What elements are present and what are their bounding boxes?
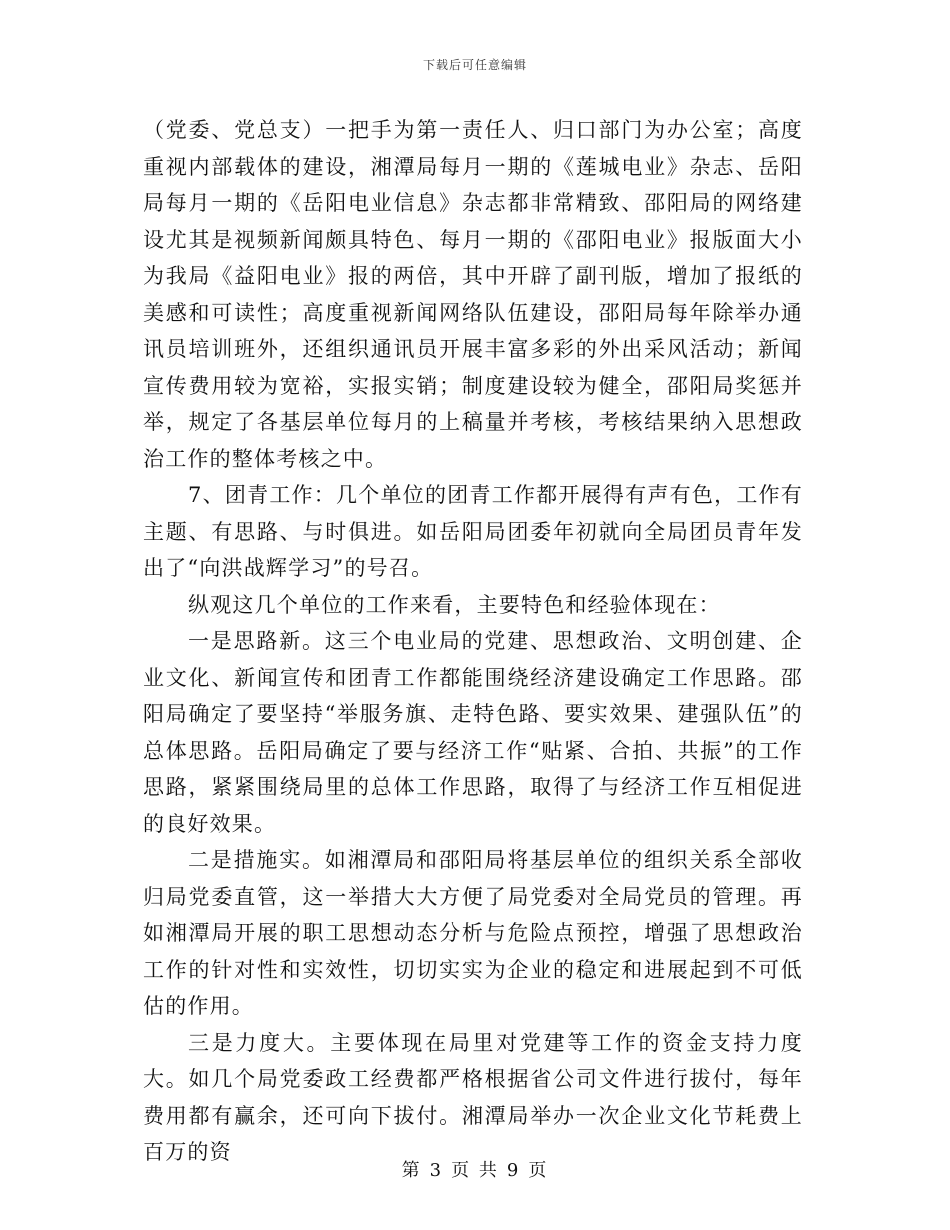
footer-prefix: 第: [401, 1160, 422, 1181]
document-body: [143, 112, 803, 1171]
header-text: 下载后可任意编辑: [422, 58, 527, 72]
paragraph: （党委、党总支）一把手为第一责任人、归口部门为办公室；高度重视内部载体的建设，湘潭局每月一期的《莲城电业》杂志、岳阳局每月一期的《岳阳电业信息》杂志都非常精致、邵阳局的网络建设尤其是视频新闻颇具特色、每月一期的《邵阳电业》报版面大小为我局《益阳电业》报的两倍，其中开辟了副刊版，增加了报纸的美感和可读性；高度重视新闻网络队伍建设，邵阳局每年除举办通讯员培训班外，还组织通讯员开展丰富多彩的外出采风活动；新闻宣传费用较为宽裕，实报实销；制度建设较为健全，邵阳局奖惩并举，规定了各基层单位每月的上稿量并考核，考核结果纳入思想政治工作的整体考核之中。: [143, 118, 803, 471]
current-page-number: 3: [429, 1160, 444, 1181]
page-footer: [0, 1156, 950, 1182]
paragraph: 7、团青工作：几个单位的团青工作都开展得有声有色，工作有主题、有思路、与时俱进。如岳阳局团委年初就向全局团员青年发出了“向洪战辉学习”的号召。: [143, 483, 803, 580]
paragraph: 一是思路新。这三个电业局的党建、思想政治、文明创建、企业文化、新闻宣传和团青工作都能围绕经济建设确定工作思路。邵阳局确定了要坚持“举服务旗、走特色路、要实效果、建强队伍”的总体思路。岳阳局确定了要与经济工作“贴紧、合拍、共振”的工作思路，紧紧围绕局里的总体工作思路，取得了与经济工作互相促进的良好效果。: [143, 629, 803, 836]
footer-middle: 页 共: [451, 1160, 499, 1181]
total-page-count: 9: [506, 1160, 521, 1181]
paragraph: 三是力度大。主要体现在局里对党建等工作的资金支持力度大。如几个局党委政工经费都严格根据省公司文件进行拔付，每年费用都有赢余，还可向下拔付。湘潭局举办一次企业文化节耗费上百万的资: [143, 1030, 803, 1164]
paragraph: 二是措施实。如湘潭局和邵阳局将基层单位的组织关系全部收归局党委直管，这一举措大大方便了局党委对全局党员的管理。再如湘潭局开展的职工思想动态分析与危险点预控，增强了思想政治工作的针对性和实效性，切切实实为企业的稳定和进展起到不可低估的作用。: [143, 848, 803, 1018]
page-header: [0, 56, 950, 73]
paragraph: 纵观这几个单位的工作来看，主要特色和经验体现在：: [188, 592, 721, 617]
footer-suffix: 页: [528, 1160, 549, 1181]
